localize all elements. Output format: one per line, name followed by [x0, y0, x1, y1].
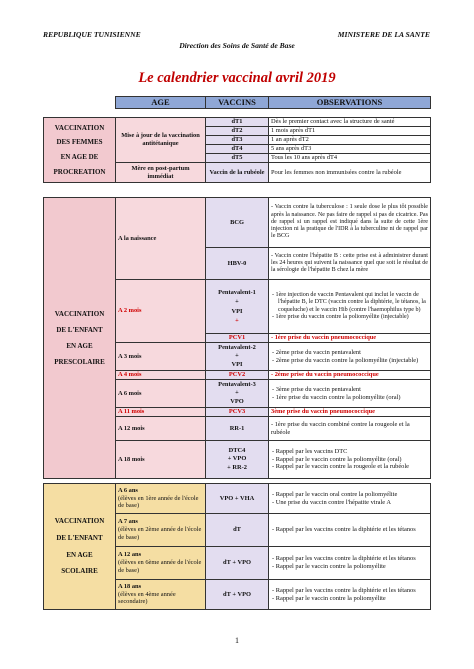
- vaccin-3-months: Pentavalent-2 + VPI: [206, 343, 269, 371]
- vaccin-bcg: BCG: [206, 198, 269, 248]
- school-obs: - Rappel par les vaccins contre la diphtérie et les tétanos - Rappel par le vaccin contre la poliomyélite: [269, 547, 431, 580]
- vaccin-pcv3: PCV3: [206, 408, 269, 417]
- women-vaccination-table: [43, 117, 431, 183]
- obs-3-months: - 2ème prise du vaccin pentavalent - 2ème prise du vaccin contre la poliomyélite (injectable): [269, 343, 431, 371]
- header-center: Direction des Soins de Santé de Base: [179, 41, 295, 50]
- school-vaccin: dT: [206, 514, 269, 547]
- age-2-months: A 2 mois: [116, 280, 206, 343]
- page-number: 1: [235, 636, 239, 645]
- women-obs: Dès le premier contact avec la structure de santé: [269, 118, 431, 127]
- school-age: A 7 ans (élèves en 2ème année de l'école de base): [116, 514, 206, 547]
- header-right: MINISTERE DE LA SANTE: [337, 30, 430, 39]
- women-age-postpartum: Mère en post-partum immédiat: [116, 163, 206, 183]
- women-age-update: Mise à jour de la vaccination antitétanique: [116, 118, 206, 163]
- obs-18-months: - Rappel par les vaccins DTC - Rappel par le vaccin contre la poliomyélite (oral) - Rappel par le vaccin contre la rougeole et la rubéole: [269, 441, 431, 479]
- school-age: A 18 ans (élèves en 4ème année secondaire): [116, 580, 206, 610]
- women-obs: 5 ans après dT3: [269, 145, 431, 154]
- obs-pcv2: - 2ème prise du vaccin pneumococcique: [269, 371, 431, 380]
- age-birth: A la naissance: [116, 198, 206, 280]
- age-6-months: A 6 mois: [116, 380, 206, 408]
- age-header: AGE: [116, 97, 206, 109]
- vaccin-hbv: HBV-0: [206, 248, 269, 280]
- women-category: VACCINATION DES FEMMES EN AGE DE PROCREATION: [44, 118, 116, 183]
- obs-pcv3: 3ème prise du vaccin pneumococcique: [269, 408, 431, 417]
- women-obs-rubeole: Pour les femmes non immunisées contre la rubéole: [269, 163, 431, 183]
- school-obs: - Rappel par le vaccin oral contre la poliomyélite - Une prise du vaccin contre l'hépatite virale A: [269, 484, 431, 514]
- vaccin-pcv2: PCV2: [206, 371, 269, 380]
- vaccin-6-months: Pentavalent-3 + VPO: [206, 380, 269, 408]
- school-obs: - Rappel par les vaccins contre la diphtérie et les tétanos: [269, 514, 431, 547]
- women-vaccin: dT4: [206, 145, 269, 154]
- obs-12-months: - 1ère prise du vaccin combiné contre la rougeole et la rubéole: [269, 417, 431, 441]
- child-category: VACCINATION DE L'ENFANT EN AGE PRESCOLAIRE: [44, 198, 116, 479]
- women-obs: Tous les 10 ans après dT4: [269, 154, 431, 163]
- women-vaccin: dT5: [206, 154, 269, 163]
- school-vaccin: dT + VPO: [206, 580, 269, 610]
- school-age: A 12 ans (élèves en 6ème année de l'école de base): [116, 547, 206, 580]
- women-vaccin-rubeole: Vaccin de la rubéole: [206, 163, 269, 183]
- school-category: VACCINATION DE L'ENFANT EN AGE SCOLAIRE: [44, 484, 116, 610]
- obs-bcg: - Vaccin contre la tuberculose : 1 seule dose le plus tôt possible après la naissance. Ne pas faire de rappel si pas de cicatrice. Pas de rappel si un rappel est indiqué dans la suite de cette 1ère injection ni la pratique de l'IDR à la tuberculine ni de rappel par le BCG: [269, 198, 431, 248]
- header-left: REPUBLIQUE TUNISIENNE: [43, 30, 141, 39]
- school-vaccin: dT + VPO: [206, 547, 269, 580]
- age-11-months: A 11 mois: [116, 408, 206, 417]
- column-header-table: [115, 96, 431, 109]
- women-vaccin: dT3: [206, 136, 269, 145]
- obs-6-months: - 3ème prise du vaccin pentavalent - 1ère prise du vaccin contre la poliomyélite (oral): [269, 380, 431, 408]
- obs-pcv1: - 1ère prise du vaccin pneumococcique: [269, 334, 431, 343]
- women-vaccin: dT1: [206, 118, 269, 127]
- vaccin-rr1: RR-1: [206, 417, 269, 441]
- child-preschool-table: [43, 197, 431, 479]
- age-3-months: A 3 mois: [116, 343, 206, 371]
- vaccins-header: VACCINS: [206, 97, 269, 109]
- vaccin-2-months: Pentavalent-1 + VPI +: [206, 280, 269, 334]
- obs-2-months: - 1ère injection de vaccin Pentavalent qui inclut le vaccin de l'hépatite B, le DTC (vaccin contre la diphtérie, le tétanos, la coqueluche) et le vaccin Hib (contre l'haemophilus type b) - 1ère prise du vaccin contre la poliomyélite (injectable): [269, 280, 431, 334]
- school-age: A 6 ans (élèves en 1ère année de l'école de base): [116, 484, 206, 514]
- school-vaccin: VPO + VHA: [206, 484, 269, 514]
- women-obs: 1 an après dT2: [269, 136, 431, 145]
- page-title: Le calendrier vaccinal avril 2019: [138, 70, 336, 86]
- school-obs: - Rappel par les vaccins contre la diphtérie et les tétanos - Rappel par le vaccin contre la poliomyélite: [269, 580, 431, 610]
- age-18-months: A 18 mois: [116, 441, 206, 479]
- observations-header: OBSERVATIONS: [269, 97, 431, 109]
- vaccin-18-months: DTC4 + VPO + RR-2: [206, 441, 269, 479]
- school-vaccination-table: [43, 483, 431, 610]
- age-4-months: A 4 mois: [116, 371, 206, 380]
- age-12-months: A 12 mois: [116, 417, 206, 441]
- vaccin-pcv1: PCV1: [206, 334, 269, 343]
- obs-hbv: - Vaccin contre l'hépatite B : cette prise est à administrer durant les 24 heures qui suivent la naissance quel que soit le résultat de la sérologie de l'hépatite B chez la mère: [269, 248, 431, 280]
- women-obs: 1 mois après dT1: [269, 127, 431, 136]
- women-vaccin: dT2: [206, 127, 269, 136]
